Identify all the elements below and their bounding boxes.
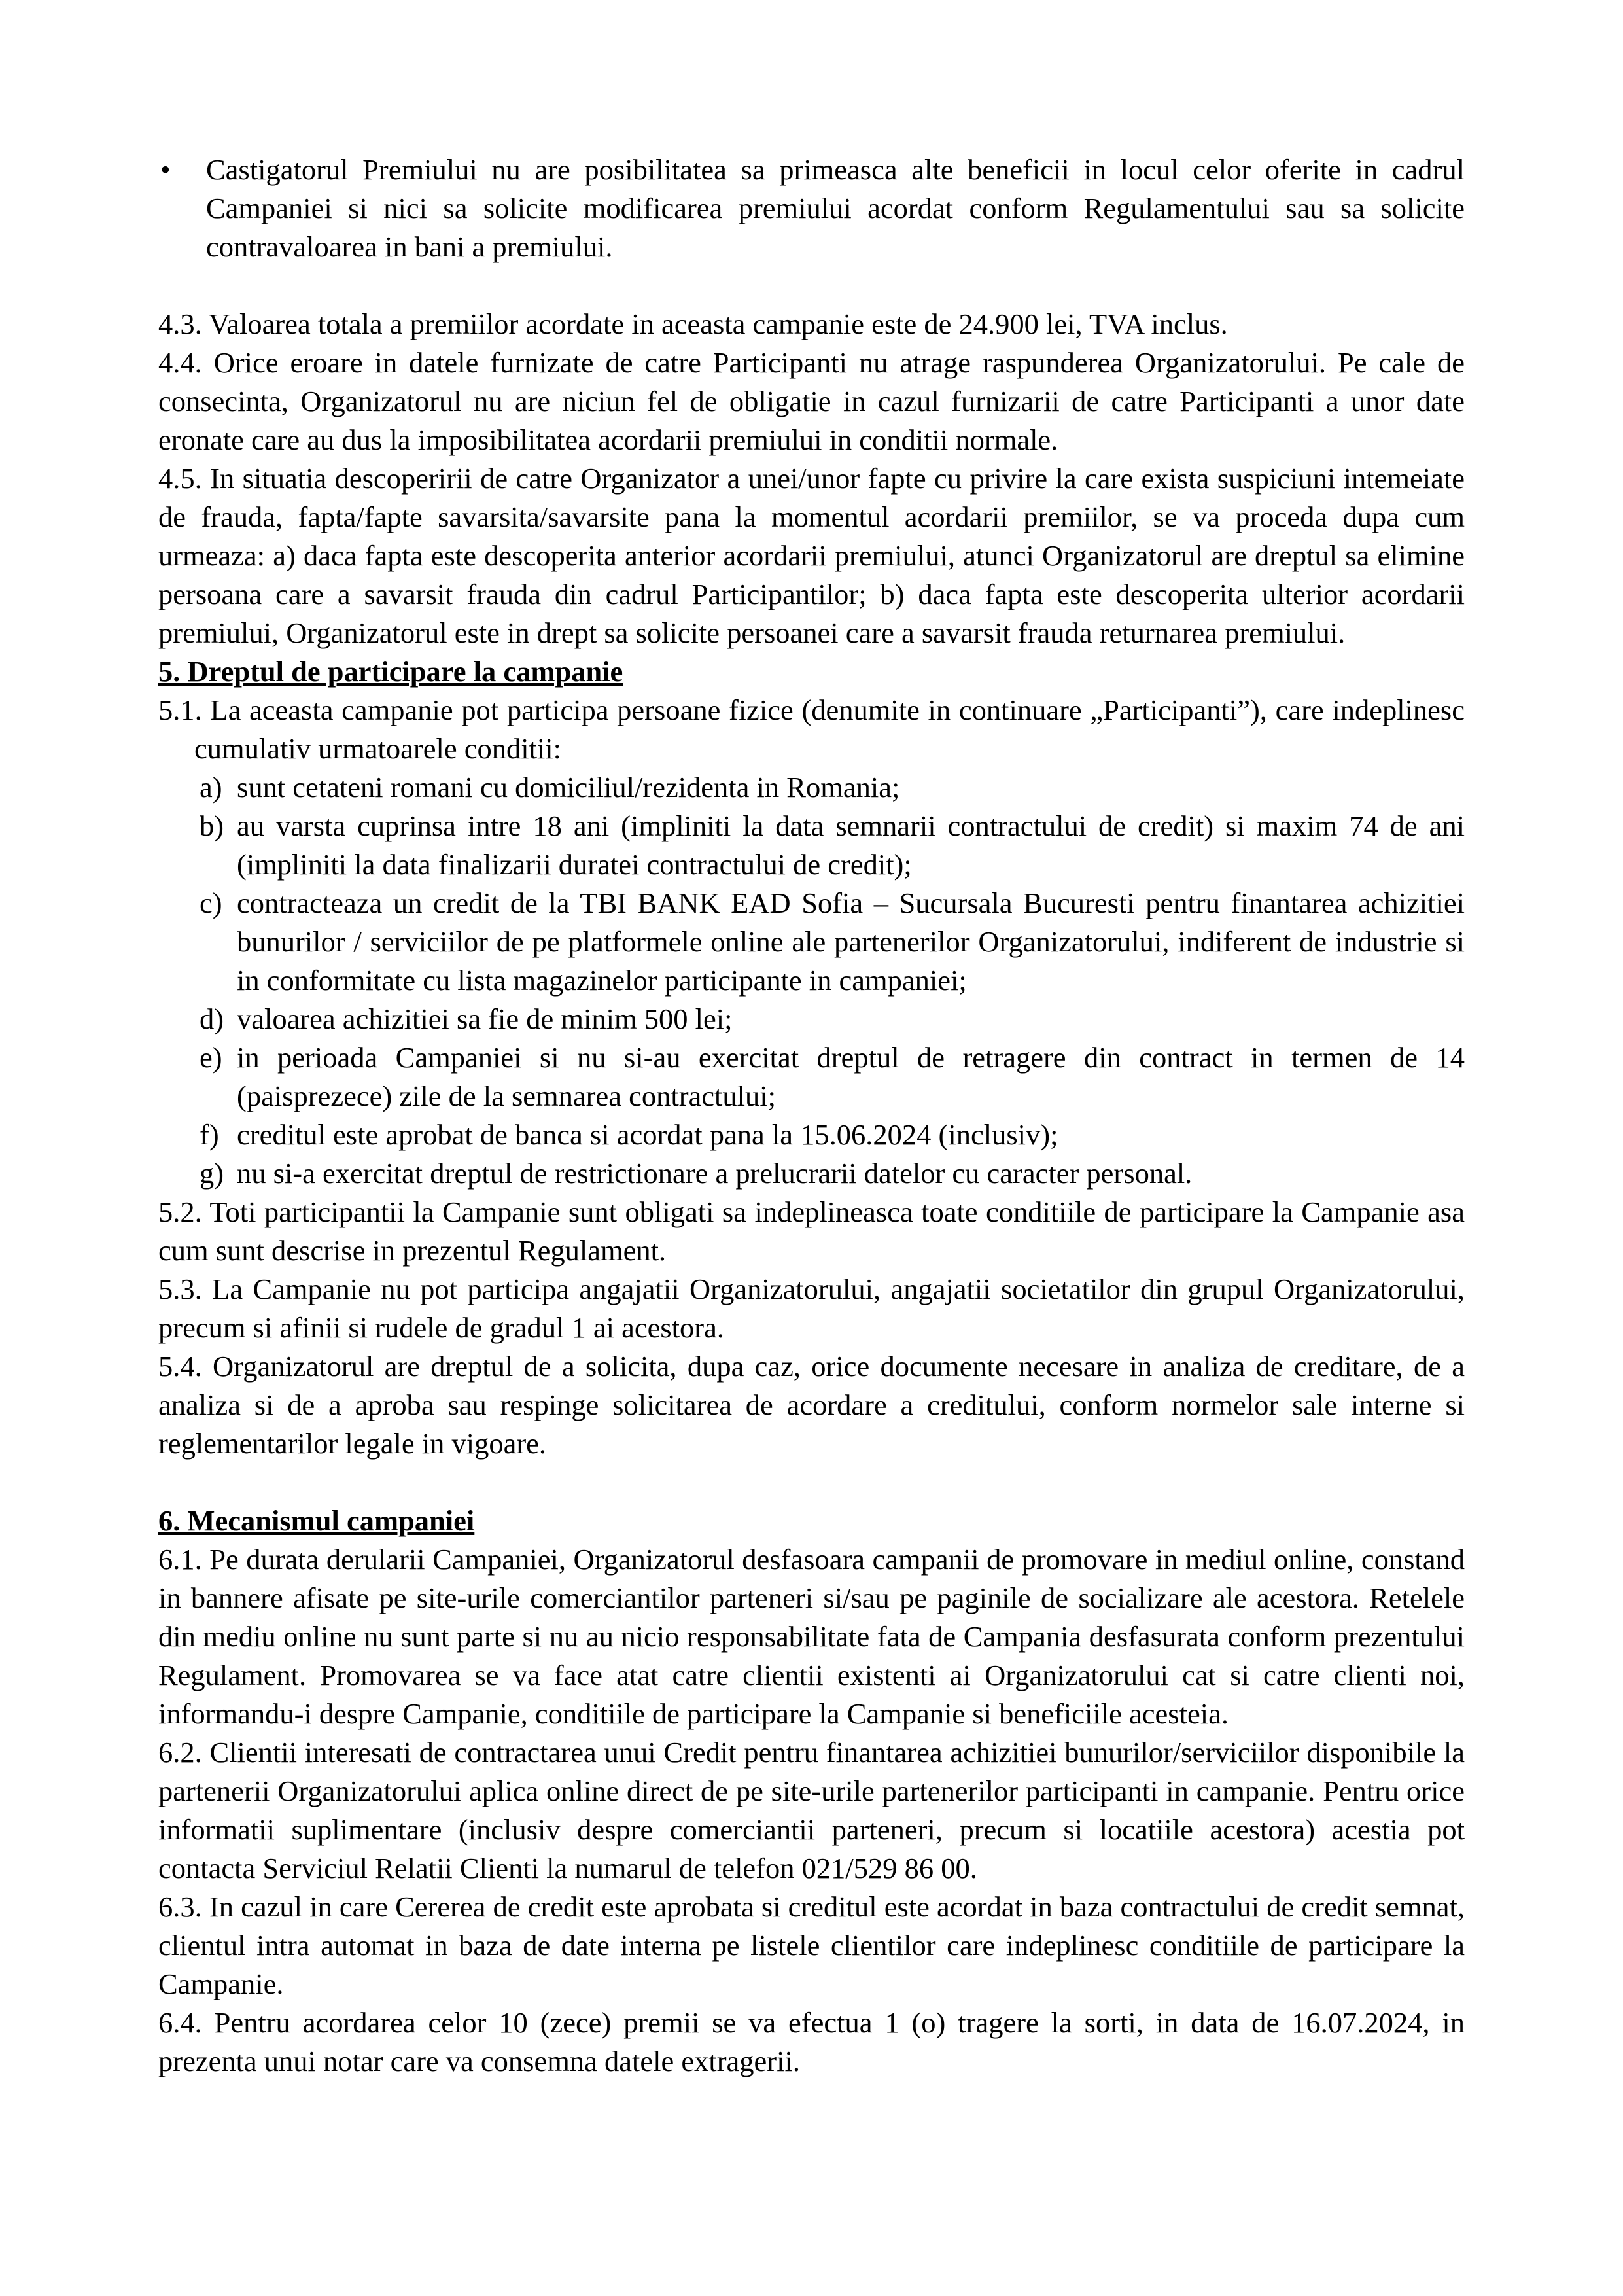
condition-item <box>200 768 1465 807</box>
clause-5-2: 5.2. Toti participantii la Campanie sunt obligati sa indeplineasca toate conditiile de participare la Campanie asa cum sunt descrise in prezentul Regulament. <box>158 1195 1465 1267</box>
bullet-icon: • <box>160 153 171 186</box>
clause-5-4: 5.4. Organizatorul are dreptul de a solicita, dupa caz, orice documente necesare in analiza de creditare, de a analiza si de a aproba sau respinge solicitarea de acordare a creditului, conform normelor sale interne si reglementarilor legale in vigoare. <box>158 1350 1465 1460</box>
condition-item <box>200 807 1465 884</box>
condition-text: au varsta cuprinsa intre 18 ani (impliniti la data semnarii contractului de credit) si maxim 74 de ani (impliniti la data finalizarii duratei contractului de credit); <box>237 809 1465 881</box>
clause-6-3: 6.3. In cazul in care Cererea de credit este aprobata si creditul este acordat in baza contractului de credit semnat, clientul intra automat in baza de date interna pe listele clientilor care indeplinesc conditiile de participare la Campanie. <box>158 1890 1465 2000</box>
spacer <box>158 266 1465 305</box>
section-5-heading: 5. Dreptul de participare la campanie <box>158 655 623 688</box>
condition-marker: d) <box>200 1002 224 1035</box>
condition-marker: g) <box>200 1157 224 1190</box>
condition-text: in perioada Campaniei si nu si-au exercitat dreptul de retragere din contract in termen de 14 (paisprezece) zile de la semnarea contractului; <box>237 1041 1465 1112</box>
clause-6-2: 6.2. Clientii interesati de contractarea unui Credit pentru finantarea achizitiei bunurilor/serviciilor disponibile la partenerii Organizatorului aplica online direct de pe site-urile partenerilor participanti in campanie. Pentru orice informatii suplimentare (inclusiv despre comerciantii parteneri, precum si locatiile acestora) acestia pot contacta Serviciul Relatii Clienti la numarul de telefon 021/529 86 00. <box>158 1736 1465 1884</box>
condition-marker: e) <box>200 1041 222 1074</box>
condition-marker: c) <box>200 887 222 919</box>
condition-text: nu si-a exercitat dreptul de restrictionare a prelucrarii datelor cu caracter personal. <box>237 1157 1193 1190</box>
condition-marker: f) <box>200 1118 219 1151</box>
clause-4-4: 4.4. Orice eroare in datele furnizate de catre Participanti nu atrage raspunderea Organizatorului. Pe cale de consecinta, Organizatorul nu are niciun fel de obligatie in cazul furnizarii de catre Participanti a unor date eronate care au dus la imposibilitatea acordarii premiului in conditii normale. <box>158 346 1465 456</box>
clause-4-3: 4.3. Valoarea totala a premiilor acordate in aceasta campanie este de 24.900 lei, TVA inclus. <box>158 308 1228 340</box>
condition-text: contracteaza un credit de la TBI BANK EAD Sofia – Sucursala Bucuresti pentru finantarea achizitiei bunurilor / serviciilor de pe platformele online ale partenerilor Organizatorului, indiferent de industrie si in conformitate cu lista magazinelor participante in campaniei; <box>237 887 1465 997</box>
clause-4-5: 4.5. In situatia descoperirii de catre Organizator a unei/unor fapte cu privire la care exista suspiciuni intemeiate de frauda, fapta/fapte savarsita/savarsite pana la momentul acordarii premiilor, se va proceda dupa cum urmeaza: a) daca fapta este descoperita anterior acordarii premiului, atunci Organizatorul are dreptul sa elimine persoana care a savarsit frauda din cadrul Participantilor; b) daca fapta este descoperita ulterior acordarii premiului, Organizatorul este in drept sa solicite persoanei care a savarsit frauda returnarea premiului. <box>158 462 1465 649</box>
spacer <box>158 1463 1465 1502</box>
document-page <box>158 150 1465 2081</box>
clause-5-1: 5.1. La aceasta campanie pot participa persoane fizice (denumite in continuare „Participanti”), care indeplinesc cumulativ urmatoarele conditii: <box>158 694 1465 765</box>
bullet-text: Castigatorul Premiului nu are posibilitatea sa primeasca alte beneficii in locul celor oferite in cadrul Campaniei si nici sa solicite modificarea premiului acordat conform Regulamentului sau sa solicite contravaloarea in bani a premiului. <box>206 153 1465 263</box>
condition-marker: a) <box>200 771 222 804</box>
condition-item <box>200 1038 1465 1116</box>
condition-text: creditul este aprobat de banca si acordat pana la 15.06.2024 (inclusiv); <box>237 1118 1058 1151</box>
condition-item <box>200 1154 1465 1193</box>
clause-6-1: 6.1. Pe durata derularii Campaniei, Organizatorul desfasoara campanii de promovare in mediul online, constand in bannere afisate pe site-urile comerciantilor parteneri si/sau pe paginile de socializare ale acestora. Retelele din mediu online nu sunt parte si nu au nicio responsabilitate fata de Campania desfasurata conform prezentului Regulament. Promovarea se va face atat catre clientii existenti ai Organizatorului cat si catre clienti noi, informandu-i despre Campanie, conditiile de participare la Campanie si beneficiile acesteia. <box>158 1543 1465 1730</box>
clause-5-3: 5.3. La Campanie nu pot participa angajatii Organizatorului, angajatii societatilor din grupul Organizatorului, precum si afinii si rudele de gradul 1 ai acestora. <box>158 1273 1465 1344</box>
section-6-heading: 6. Mecanismul campaniei <box>158 1504 475 1537</box>
clause-6-4: 6.4. Pentru acordarea celor 10 (zece) premii se va efectua 1 (o) tragere la sorti, in data de 16.07.2024, in prezenta unui notar care va consemna datele extragerii. <box>158 2006 1465 2077</box>
condition-item <box>200 1000 1465 1038</box>
condition-item <box>200 1116 1465 1154</box>
conditions-list <box>158 768 1465 1193</box>
condition-marker: b) <box>200 809 224 842</box>
condition-text: valoarea achizitiei sa fie de minim 500 lei; <box>237 1002 733 1035</box>
condition-text: sunt cetateni romani cu domiciliul/rezidenta in Romania; <box>237 771 900 804</box>
condition-item <box>200 884 1465 1000</box>
bullet-paragraph <box>158 150 1465 266</box>
